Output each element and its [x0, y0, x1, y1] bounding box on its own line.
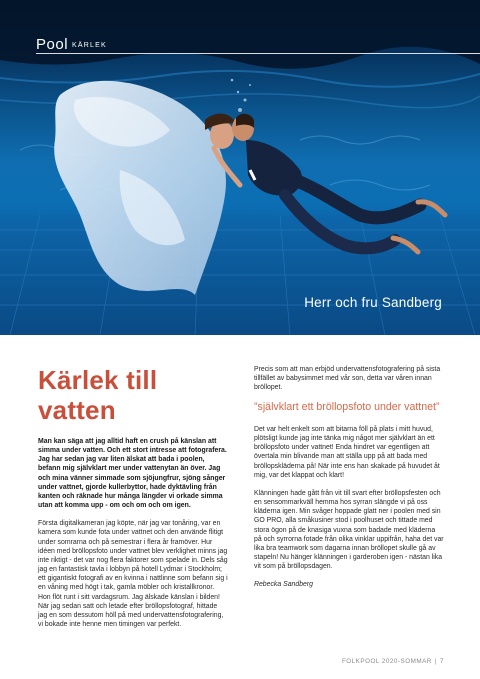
article-paragraph: Klänningen hade gått från vit till svart efter bröllopsfesten och en sensommarkväll hemma hos syrran slängde vi på oss kläderna igen. Min svåger hoppade glatt ner i poolen med sin GO PRO, alla småkusiner stod i poolhuset och tittade med stora ögon på de knasiga vuxna som badade med kläderna på och syrrorna fotade från olika vinklar uppifrån, haha det var lika bra teamwork som dagarna innan bröllopet skulle gå av stapeln! Nu hänger klänningen i garderoben igen - nästan lika vit som på bröllopsdagen. [254, 489, 444, 571]
section-title: Pool [36, 36, 69, 53]
section-divider [36, 53, 480, 54]
article-title: Kärlek till vatten [38, 365, 158, 425]
article-column-left [38, 365, 228, 638]
article-paragraph: Precis som att man erbjöd undervattensfotografering på sista tillfället av babysimmet med vår son, detta var våren innan bröllopet. [254, 366, 441, 392]
footer-separator: | [434, 658, 437, 665]
article-paragraph: Det var helt enkelt som att bitarna föll på plats i mitt huvud, plötsligt kunde jag inte tänka mig något mer självklart än ett bröllopsfoto under vattnet! Enda hindret var egentligen att övertala min blivande man att ställa upp på att bada med bröllopskläderna på! När inte ens han skakade på huvudet åt mig, var det klappat och klart! [254, 425, 440, 479]
page-number: 7 [439, 658, 444, 665]
hero-photo [0, 0, 480, 335]
author-signature: Rebecka Sandberg [254, 581, 313, 589]
photo-caption: Herr och fru Sandberg [304, 295, 442, 310]
pull-quote: ”självklart ett bröllopsfoto under vattnet” [254, 401, 440, 414]
article-lead: Man kan säga att jag alltid haft en crush på känslan att simma under vatten. Och ett stort intresse att fotografera. Jag har sedan jag var liten älskat att bada i poolen, befann mig självklart mer under vattenytan än över. Jag och mina vänner simmade som sjöjungfrur, sjöng sånger under vattnet, gjorde kullerbyttor, hade dyktävling från kanten och räknade hur många längder vi orkade simma utan att komma upp - om och om och om igen. [38, 438, 227, 510]
section-label [36, 36, 107, 53]
article-paragraph: Första digitalkameran jag köpte, när jag var tonåring, var en kamera som kunde fota under vattnet och den använde flitigt under somrarna och på semestrar i flera år framöver. Hur idéen med bröllopsfoto under vattnet blev verklighet minns jag inte riktigt - det var nog flera faktorer som spelade in. Dels såg jag en fantastisk tavla i lobbyn på hotell Lydmar i Stockholm; ett gigantiskt fotografi av en kvinna i nattlinne som befann sig i en våning med högt i tak, gamla möbler och kristallkronor. Hon flöt runt i sitt vardagsrum. Jag älskade känslan i bilden! När jag sedan satt och letade efter bröllopsfotograf, hittade jag en som dessutom höll på med undervattensfotografering, vi bokade inte henne men timingen var perfekt. [38, 520, 228, 628]
publication-name: FOLKPOOL 2020-SOMMAR [341, 658, 432, 665]
article-column-right [254, 365, 444, 598]
page-footer [342, 658, 444, 665]
section-subtitle: KÄRLEK [72, 41, 107, 49]
